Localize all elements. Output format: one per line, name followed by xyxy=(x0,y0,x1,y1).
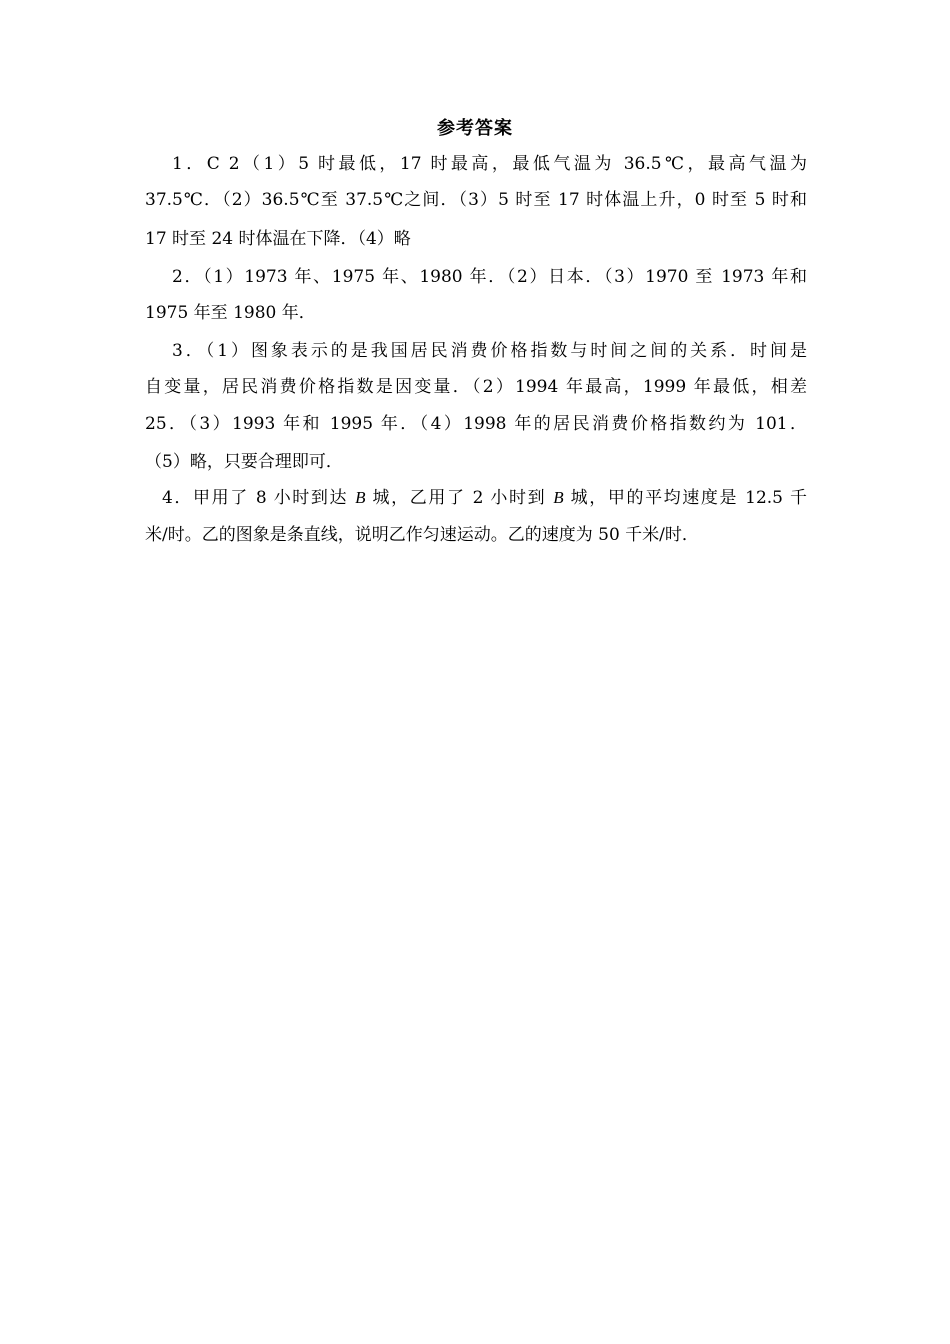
answer-2-line-1: 2．（1）1973 年、1975 年、1980 年．（2）日本．（3）1970 至 1973 年和 xyxy=(172,267,807,287)
answer-3-line-4: （5）略，只要合理即可． xyxy=(145,452,343,472)
answer-3-line-1: 3．（1）图象表示的是我国居民消费价格指数与时间之间的关系．时间是 xyxy=(172,341,807,361)
answer-2-line-2: 1975 年至 1980 年． xyxy=(145,303,316,323)
answer-3-line-3: 25．（3）1993 年和 1995 年．（4）1998 年的居民消费价格指数约为 101． xyxy=(145,414,807,434)
answer-4-line-1 xyxy=(162,485,807,511)
answer-4-line-2: 米/时。乙的图象是条直线，说明乙作匀速运动。乙的速度为 50 千米/时． xyxy=(145,525,699,545)
answer-4-text-a: 4．甲用了 8 小时到达 xyxy=(162,488,356,508)
answer-1-line-3: 17 时至 24 时体温在下降．（4）略 xyxy=(145,229,411,249)
variable-b: B xyxy=(553,488,564,507)
answer-1-line-2: 37.5℃．（2）36.5℃至 37.5℃之间．（3）5 时至 17 时体温上升，0 时至 5 时和 xyxy=(145,190,807,210)
variable-b: B xyxy=(355,488,366,507)
answer-4-text-c: 城，甲的平均速度是 12.5 千 xyxy=(563,488,807,508)
answer-1-line-1: 1．C 2（1）5 时最低，17 时最高，最低气温为 36.5℃，最高气温为 xyxy=(172,154,807,174)
answer-3-line-2: 自变量，居民消费价格指数是因变量．（2）1994 年最高，1999 年最低，相差 xyxy=(145,377,807,397)
answer-4-text-b: 城，乙用了 2 小时到 xyxy=(365,488,554,508)
page-title: 参考答案 xyxy=(437,118,513,139)
